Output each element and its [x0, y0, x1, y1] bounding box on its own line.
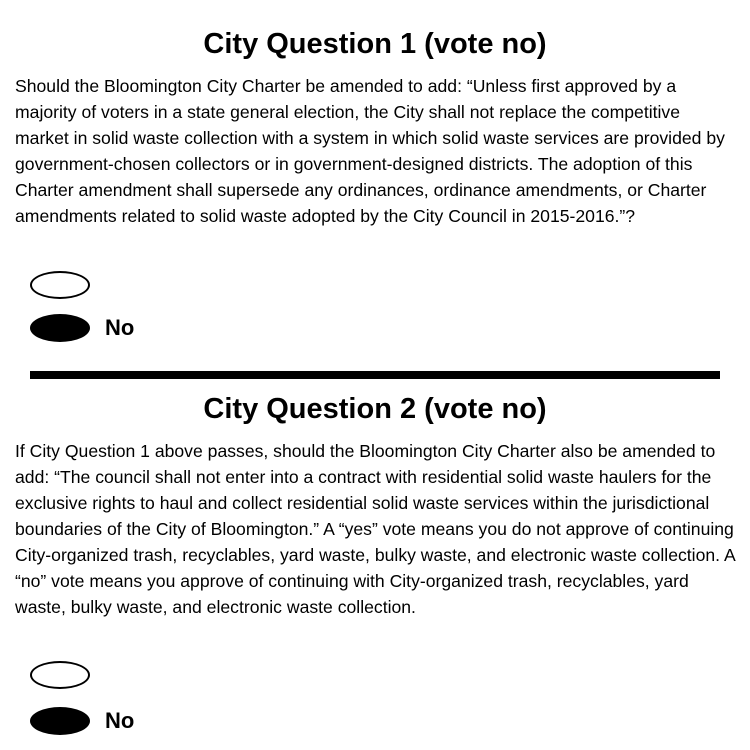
question-2-paragraph: If City Question 1 above passes, should the Bloomington City Charter also be amended to add: “The council shall not enter into a contract with residential solid waste haulers for the exclusive rights to haul and collect residential solid waste services within the jurisdictional boundaries of the City of Bloomington.” A “yes” vote means you do not approve of continuing City-organized trash, recyclables, yard waste, bulky waste, and electronic waste collection. A “no” vote means you approve of continuing with City-organized trash, recyclables, yard waste, bulky waste, and electronic waste collection.	[15, 441, 735, 617]
section-divider	[30, 371, 720, 379]
question-2-title: City Question 2 (vote no)	[203, 393, 547, 425]
question-1-option-1-oval[interactable]	[30, 271, 90, 299]
question-2-option-1-oval[interactable]	[30, 661, 90, 689]
question-2-no-oval[interactable]	[30, 707, 90, 735]
question-1-text	[15, 73, 735, 229]
question-2-no-label: No	[105, 708, 135, 733]
question-1-paragraph: Should the Bloomington City Charter be amended to add: “Unless first approved by a majority of voters in a state general election, the City shall not replace the competitive market in solid waste collection with a system in which solid waste services are provided by government-chosen collectors or in government-designed districts. The adoption of this Charter amendment shall supersede any ordinances, ordinance amendments, or Charter amendments related to solid waste adopted by the City Council in 2015-2016.”?	[15, 76, 725, 226]
question-1-title: City Question 1 (vote no)	[203, 28, 547, 60]
question-1-no-label: No	[105, 315, 135, 340]
question-1-no-oval[interactable]	[30, 314, 90, 342]
question-2-text	[15, 438, 735, 620]
